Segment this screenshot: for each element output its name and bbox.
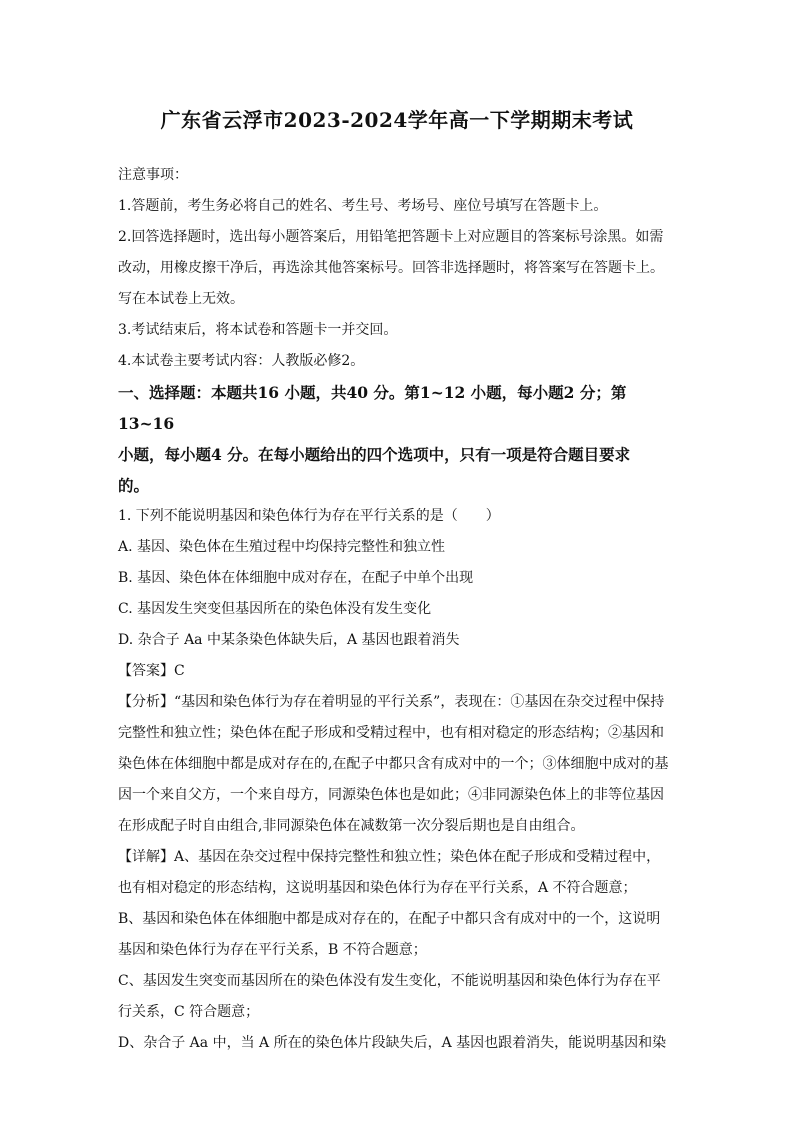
analysis-line: 在形成配子时自由组合,非同源染色体在减数第一次分裂后期也是自由组合。 — [118, 818, 585, 834]
analysis-line: 因一个来自父方，一个来自母方，同源染色体也是如此；④非同源染色体上的非等位基因 — [118, 787, 664, 803]
section-heading-line: 小题，每小题4 分。在每小题给出的四个选项中，只有一项是符合题目要求 — [118, 445, 631, 464]
notice-item: 改动，用橡皮擦干净后，再选涂其他答案标号。回答非选择题时，将答案写在答题卡上。 — [118, 260, 664, 276]
detail-line: D、杂合子 Aa 中，当 A 所在的染色体片段缺失后，A 基因也跟着消失，能说明基因和染 — [118, 1035, 667, 1051]
detail-line: 行关系，C 符合题意； — [118, 1004, 260, 1020]
notice-item: 1.答题前，考生务必将自己的姓名、考生号、考场号、座位号填写在答题卡上。 — [118, 198, 608, 214]
section-heading-line: 一、选择题：本题共16 小题，共40 分。第1~12 小题，每小题2 分；第13~16 — [118, 383, 627, 433]
notice-item: 写在本试卷上无效。 — [118, 291, 244, 307]
question-option: A. 基因、染色体在生殖过程中均保持完整性和独立性 — [118, 539, 446, 555]
question-option: C. 基因发生突变但基因所在的染色体没有发生变化 — [118, 601, 432, 617]
answer: 【答案】C — [118, 663, 185, 679]
analysis-line: 【分析】“基因和染色体行为存在着明显的平行关系”，表现在：①基因在杂交过程中保持 — [118, 694, 665, 710]
detail-line: 也有相对稳定的形态结构，这说明基因和染色体行为存在平行关系，A 不符合题意； — [118, 880, 637, 896]
analysis-line: 染色体在体细胞中都是成对存在的,在配子中都只含有成对中的一个；③体细胞中成对的基 — [118, 756, 669, 772]
notice-item: 4.本试卷主要考试内容：人教版必修2。 — [118, 353, 365, 369]
document-body — [118, 160, 676, 1059]
section-heading-line: 的。 — [118, 476, 150, 495]
detail-line: B、基因和染色体在体细胞中都是成对存在的，在配子中都只含有成对中的一个，这说明 — [118, 911, 661, 927]
notice-heading: 注意事项： — [118, 167, 188, 183]
notice-item: 2.回答选择题时，选出每小题答案后，用铅笔把答题卡上对应题目的答案标号涂黑。如需 — [118, 229, 664, 245]
question-stem: 1. 下列不能说明基因和染色体行为存在平行关系的是（ ） — [118, 508, 500, 524]
notice-item: 3.考试结束后，将本试卷和答题卡一并交回。 — [118, 322, 398, 338]
detail-line: 【详解】A、基因在杂交过程中保持完整性和独立性；染色体在配子形成和受精过程中， — [118, 849, 661, 865]
question-option: D. 杂合子 Aa 中某条染色体缺失后，A 基因也跟着消失 — [118, 632, 460, 648]
analysis-line: 完整性和独立性；染色体在配子形成和受精过程中，也有相对稳定的形态结构；②基因和 — [118, 725, 664, 741]
question-option: B. 基因、染色体在体细胞中成对存在，在配子中单个出现 — [118, 570, 474, 586]
detail-line: C、基因发生突变而基因所在的染色体没有发生变化，不能说明基因和染色体行为存在平 — [118, 973, 661, 989]
detail-line: 基因和染色体行为存在平行关系，B 不符合题意； — [118, 942, 427, 958]
page-title: 广东省云浮市2023-2024学年高一下学期期末考试 — [160, 108, 634, 132]
